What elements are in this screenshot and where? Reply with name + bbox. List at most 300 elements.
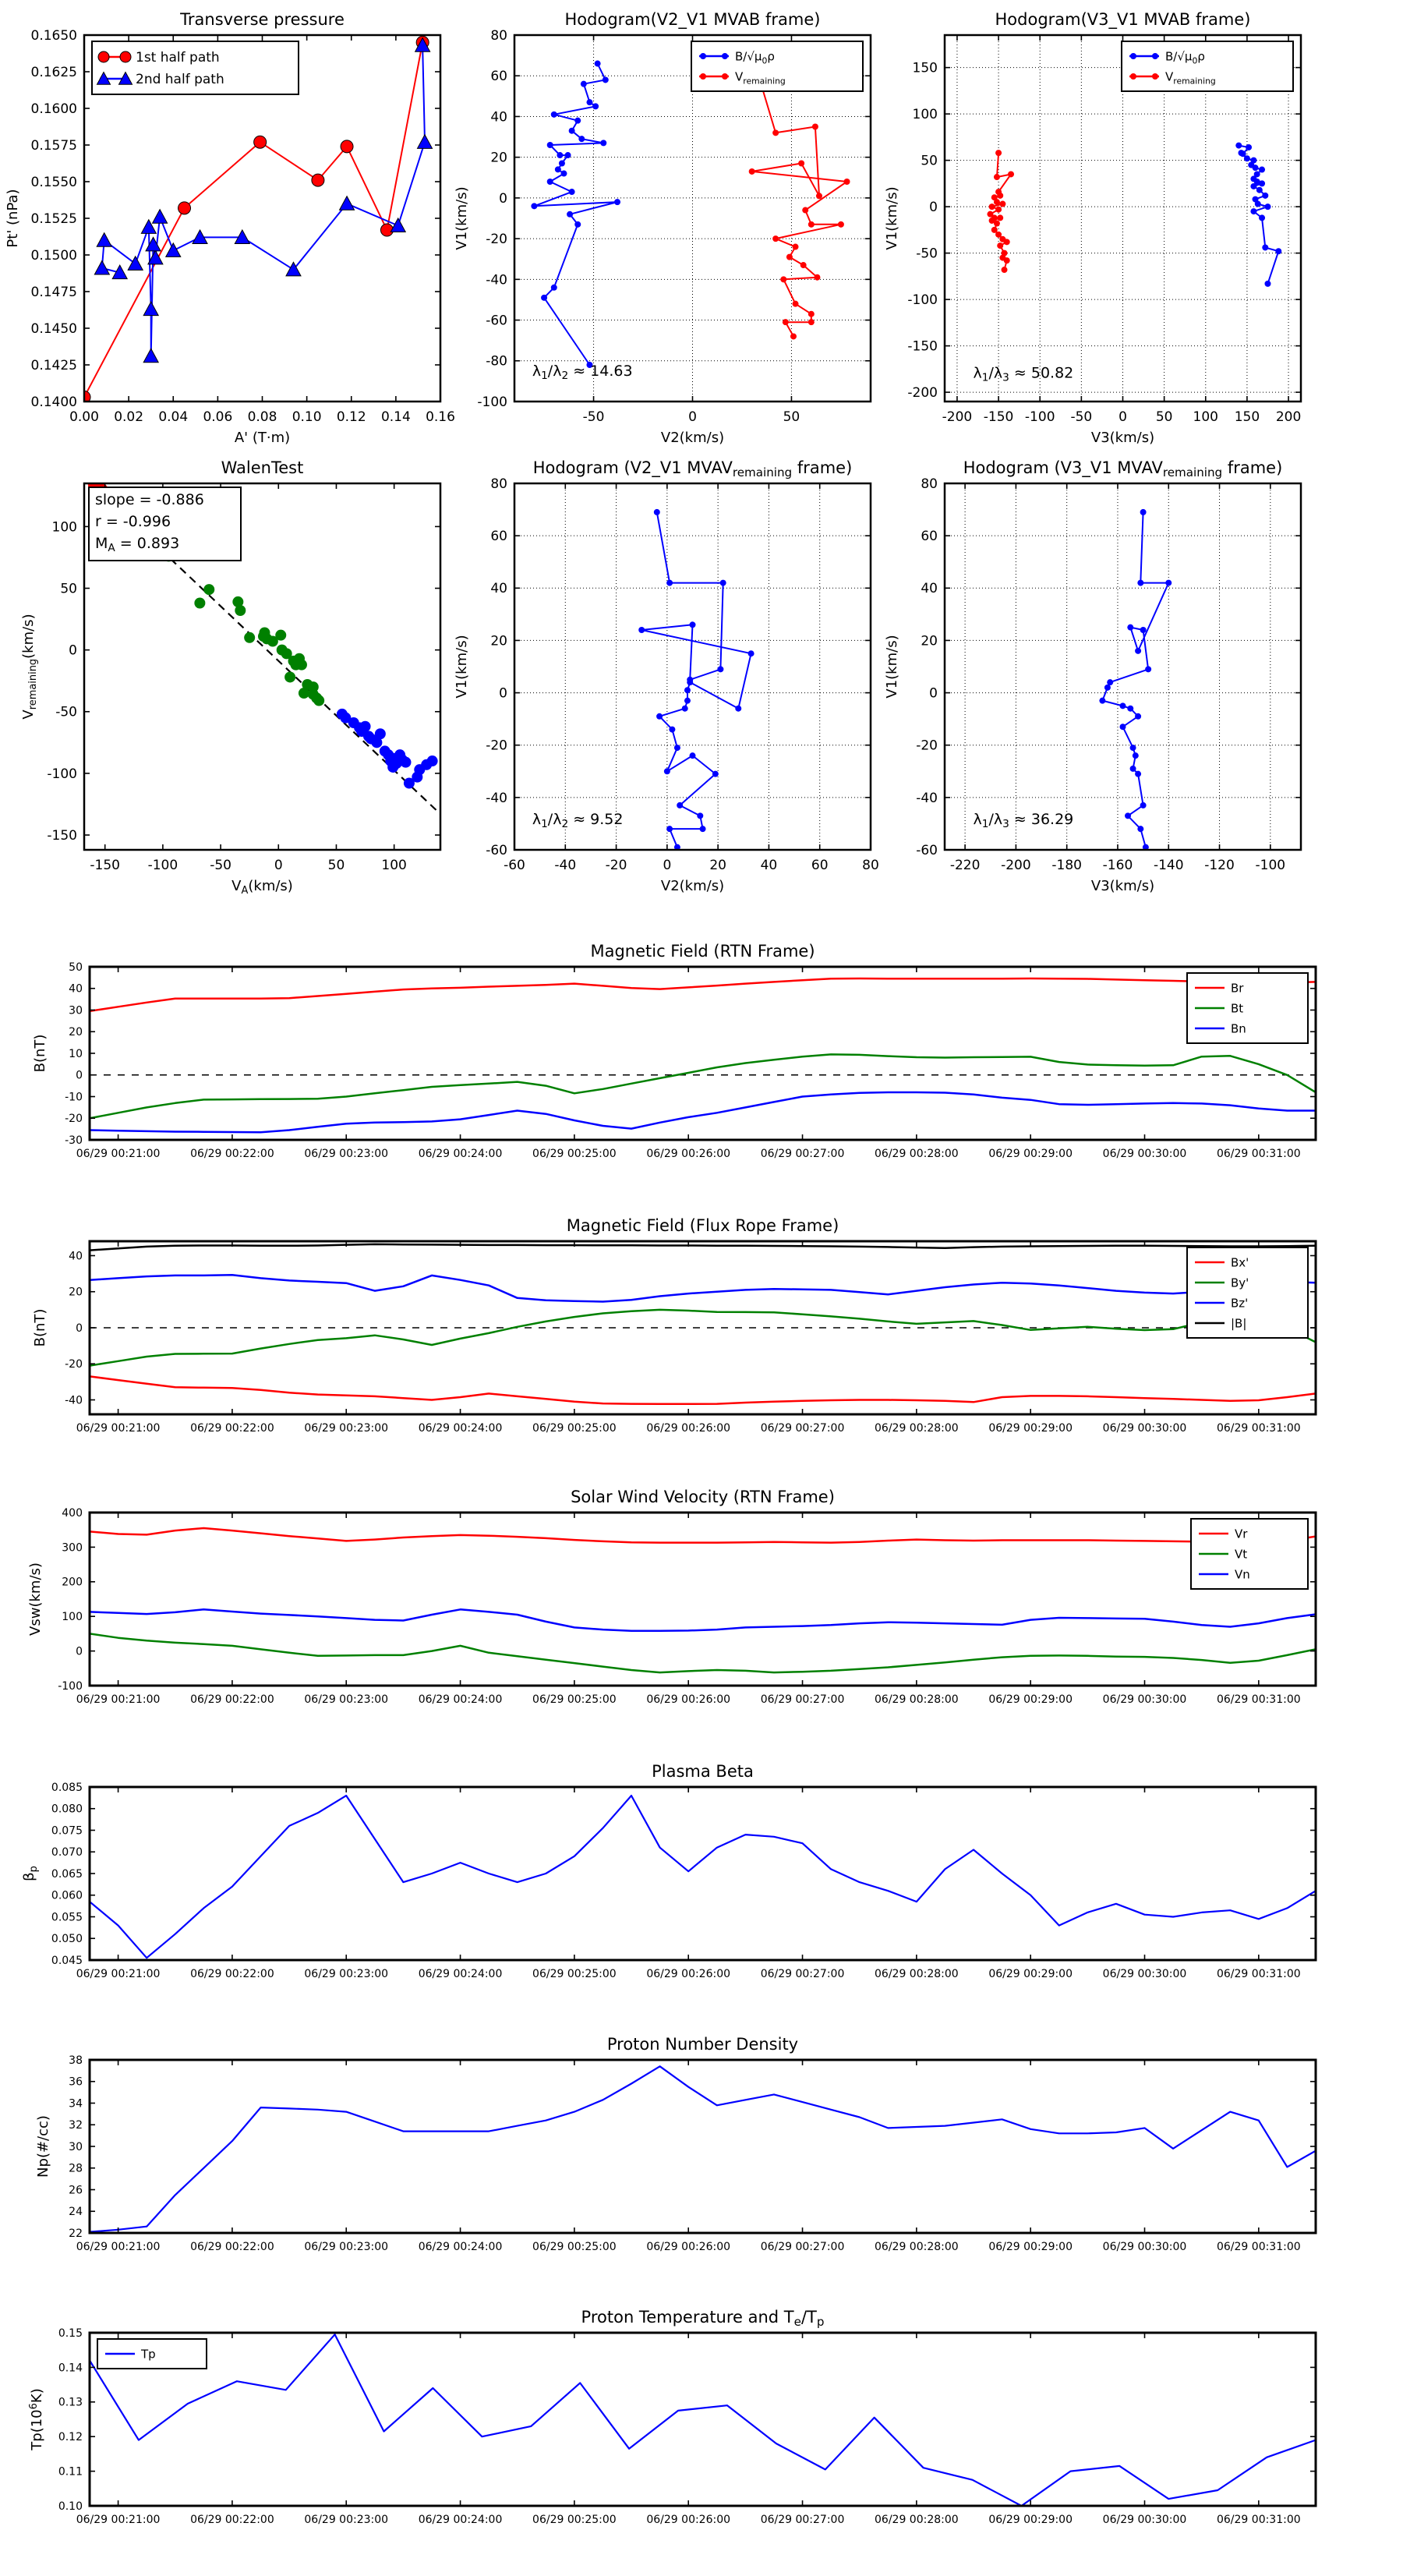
svg-text:06/29 00:24:00: 06/29 00:24:00 [418,1422,503,1435]
series-group [90,2334,1316,2506]
svg-text:06/29 00:31:00: 06/29 00:31:00 [1216,1148,1301,1160]
svg-text:06/29 00:30:00: 06/29 00:30:00 [1102,1148,1187,1160]
svg-text:06/29 00:21:00: 06/29 00:21:00 [76,1148,161,1160]
proton-temperature-chart [28,2308,1316,2526]
svg-text:0.1550: 0.1550 [30,174,77,190]
ticks [945,483,1301,850]
svg-text:0: 0 [69,642,77,659]
svg-text:32: 32 [69,2119,83,2132]
svg-text:60: 60 [811,858,829,873]
svg-text:22: 22 [69,2227,83,2240]
svg-text:0.04: 0.04 [158,409,189,425]
svg-text:06/29 00:26:00: 06/29 00:26:00 [646,1968,731,1980]
series-bx-prime [90,1376,1316,1403]
svg-text:06/29 00:27:00: 06/29 00:27:00 [760,1422,845,1435]
svg-text:06/29 00:25:00: 06/29 00:25:00 [532,1422,617,1435]
svg-text:06/29 00:21:00: 06/29 00:21:00 [76,1422,161,1435]
svg-text:0.00: 0.00 [69,409,99,425]
svg-text:-60: -60 [916,842,938,858]
series-group [90,1528,1316,1672]
svg-text:60: 60 [490,529,507,545]
svg-text:06/29 00:30:00: 06/29 00:30:00 [1102,1968,1187,1980]
svg-text:06/29 00:28:00: 06/29 00:28:00 [875,2514,959,2526]
svg-text:0.1500: 0.1500 [30,247,77,264]
svg-text:06/29 00:24:00: 06/29 00:24:00 [418,2514,503,2526]
svg-text:-40: -40 [65,1394,83,1407]
svg-text:100: 100 [51,519,77,536]
lambda-ratio-annotation: $\lambda_1/\lambda_2 \approx 9.52$ [532,811,624,831]
y-axis-label: $\beta_p$ [21,1866,40,1881]
svg-text:300: 300 [62,1541,83,1555]
svg-text:06/29 00:25:00: 06/29 00:25:00 [532,1968,617,1980]
svg-text:0.12: 0.12 [336,409,366,425]
svg-text:06/29 00:27:00: 06/29 00:27:00 [760,1148,845,1160]
legend-label: $V_{remaining}$ [735,69,786,87]
axes-frame [90,967,1316,1140]
tick-labels [51,1782,1301,1980]
series-bt [90,1054,1316,1118]
svg-text:06/29 00:21:00: 06/29 00:21:00 [76,2514,161,2526]
y-axis-label: Np(#/cc) [35,2115,51,2178]
svg-text:06/29 00:29:00: 06/29 00:29:00 [988,1968,1073,1980]
y-axis-label: Vsw(km/s) [27,1562,44,1636]
svg-text:06/29 00:28:00: 06/29 00:28:00 [875,1968,959,1980]
svg-text:200: 200 [1275,409,1302,425]
svg-text:40: 40 [921,581,938,597]
legend [1122,41,1293,91]
svg-text:06/29 00:22:00: 06/29 00:22:00 [190,1422,274,1435]
svg-text:0.1575: 0.1575 [30,137,77,154]
svg-text:150: 150 [912,60,938,76]
svg-text:0.10: 0.10 [58,2500,83,2513]
chart-title: Hodogram(V2_V1 MVAB frame) [564,10,821,29]
axes-frame [90,2060,1316,2233]
series-np [90,2066,1316,2231]
svg-text:-100: -100 [477,394,507,410]
chart-title: Plasma Beta [652,1762,754,1781]
legend-label: |B| [1231,1316,1247,1331]
svg-text:100: 100 [912,107,938,123]
svg-text:60: 60 [490,69,507,85]
legend-label: Tp [141,2347,156,2362]
walen-test-chart [20,458,440,897]
svg-text:0.1450: 0.1450 [30,320,77,337]
svg-text:0: 0 [499,685,507,702]
x-axis-label: A' (T·m) [234,430,291,446]
svg-text:20: 20 [490,633,507,649]
svg-text:0: 0 [1119,409,1127,425]
series-mid-cluster [163,550,324,706]
svg-text:r = -0.996: r = -0.996 [95,512,171,530]
svg-text:0.1525: 0.1525 [30,211,77,227]
series-b-hodogram [531,61,620,368]
svg-text:06/29 00:24:00: 06/29 00:24:00 [418,1148,503,1160]
series-v-hodogram [1099,509,1172,851]
series-group [987,143,1281,287]
y-axis-label: V1(km/s) [884,635,900,699]
svg-text:10: 10 [69,1047,83,1060]
legend [92,41,299,94]
chart-title: Proton Number Density [606,2035,799,2054]
svg-text:100: 100 [381,858,407,873]
series-group [638,509,754,851]
charts-root [5,10,1316,2526]
svg-text:06/29 00:23:00: 06/29 00:23:00 [304,1968,389,1980]
svg-text:-50: -50 [210,858,231,873]
svg-text:0: 0 [76,1069,83,1082]
svg-text:-200: -200 [942,409,973,425]
svg-text:80: 80 [490,476,507,492]
svg-text:slope = -0.886: slope = -0.886 [95,490,204,508]
tick-labels [58,1507,1300,1706]
series-bmag [90,1244,1316,1251]
svg-text:400: 400 [62,1506,83,1520]
legend-label: Vn [1235,1567,1250,1582]
svg-text:06/29 00:22:00: 06/29 00:22:00 [190,1148,274,1160]
svg-text:0.06: 0.06 [203,409,233,425]
svg-text:-150: -150 [90,858,121,873]
proton-number-density-chart [35,2035,1316,2253]
y-axis-label: V1(km/s) [454,186,470,250]
axes-frame [90,2333,1316,2506]
svg-text:-150: -150 [983,409,1014,425]
svg-text:0.11: 0.11 [58,2465,83,2479]
grid-lines [945,483,1301,850]
legend-label: Bt [1231,1001,1244,1016]
lambda-ratio-annotation: $\lambda_1/\lambda_3 \approx 36.29$ [973,811,1074,831]
svg-text:06/29 00:28:00: 06/29 00:28:00 [875,1693,959,1706]
svg-text:-50: -50 [55,704,77,720]
svg-text:-150: -150 [47,827,77,844]
svg-text:38: 38 [69,2054,83,2067]
svg-text:06/29 00:23:00: 06/29 00:23:00 [304,1148,389,1160]
svg-text:-40: -40 [916,790,938,806]
magnetic-field-rtn-chart [32,942,1316,1160]
svg-text:0.1475: 0.1475 [30,284,77,300]
svg-text:0: 0 [929,685,938,702]
svg-text:-220: -220 [949,858,981,873]
svg-text:-40: -40 [486,790,507,806]
svg-text:-160: -160 [1102,858,1133,873]
ticks [90,1787,1316,1960]
svg-text:200: 200 [62,1576,83,1589]
legend-label: $V_{remaining}$ [1165,69,1216,87]
svg-text:26: 26 [69,2184,83,2197]
svg-text:-50: -50 [1070,409,1093,425]
svg-text:-100: -100 [58,1679,83,1693]
lambda-ratio-annotation: $\lambda_1/\lambda_3 \approx 50.82$ [973,364,1074,384]
svg-text:30: 30 [69,2140,83,2153]
svg-text:06/29 00:25:00: 06/29 00:25:00 [532,2514,617,2526]
svg-text:20: 20 [709,858,726,873]
chart-title: Magnetic Field (RTN Frame) [590,942,815,961]
svg-text:06/29 00:30:00: 06/29 00:30:00 [1102,1422,1187,1435]
ticks [90,2333,1316,2506]
svg-text:06/29 00:27:00: 06/29 00:27:00 [760,2241,845,2253]
x-axis-label: V2(km/s) [660,878,725,894]
svg-text:06/29 00:21:00: 06/29 00:21:00 [76,1693,161,1706]
svg-text:-80: -80 [486,353,507,370]
legend-label: Bn [1231,1021,1246,1036]
svg-text:-60: -60 [486,313,507,329]
svg-text:06/29 00:23:00: 06/29 00:23:00 [304,2241,389,2253]
svg-text:20: 20 [69,1286,83,1299]
solar-wind-velocity-chart [27,1488,1316,1706]
svg-text:06/29 00:29:00: 06/29 00:29:00 [988,1148,1073,1160]
svg-text:06/29 00:29:00: 06/29 00:29:00 [988,1422,1073,1435]
svg-text:06/29 00:31:00: 06/29 00:31:00 [1216,1968,1301,1980]
legend [1187,1247,1308,1338]
svg-text:80: 80 [921,476,938,492]
y-axis-label: $V_{remaining}(km/s)$ [20,614,39,720]
svg-text:100: 100 [1193,409,1219,425]
svg-text:40: 40 [69,1250,83,1263]
svg-text:-20: -20 [65,1358,83,1371]
svg-text:0.1650: 0.1650 [30,27,77,44]
svg-text:06/29 00:25:00: 06/29 00:25:00 [532,1693,617,1706]
axes-frame [90,1513,1316,1686]
svg-text:0: 0 [76,1645,83,1658]
svg-text:06/29 00:31:00: 06/29 00:31:00 [1216,1693,1301,1706]
svg-text:06/29 00:27:00: 06/29 00:27:00 [760,2514,845,2526]
series-tp [90,2334,1316,2506]
svg-text:30: 30 [69,1004,83,1017]
svg-text:06/29 00:23:00: 06/29 00:23:00 [304,1693,389,1706]
svg-text:06/29 00:30:00: 06/29 00:30:00 [1102,2514,1187,2526]
svg-text:40: 40 [490,581,507,597]
svg-text:-20: -20 [486,232,507,248]
legend-label: 1st half path [136,50,220,66]
svg-text:-200: -200 [907,385,938,402]
svg-text:06/29 00:31:00: 06/29 00:31:00 [1216,2514,1301,2526]
legend-label: Vt [1235,1547,1248,1562]
series-group [90,978,1316,1132]
x-axis-label: $V_A(km/s)$ [231,878,293,897]
svg-text:06/29 00:23:00: 06/29 00:23:00 [304,1422,389,1435]
svg-text:-20: -20 [916,738,938,754]
svg-text:06/29 00:28:00: 06/29 00:28:00 [875,1422,959,1435]
svg-text:06/29 00:22:00: 06/29 00:22:00 [190,1968,274,1980]
svg-text:-200: -200 [1001,858,1031,873]
chart-title: Hodogram (V3_V1 MVAVremaining frame) [963,458,1283,479]
series-b-hodogram [1235,143,1281,287]
svg-text:06/29 00:21:00: 06/29 00:21:00 [76,1968,161,1980]
svg-text:-100: -100 [147,858,178,873]
svg-text:24: 24 [69,2206,83,2219]
series-beta-p [90,1796,1316,1958]
ticks [90,967,1316,1140]
svg-text:50: 50 [60,581,77,597]
svg-text:0.1600: 0.1600 [30,101,77,117]
svg-text:50: 50 [69,961,83,974]
svg-text:-120: -120 [1204,858,1235,873]
svg-text:0.14: 0.14 [58,2362,83,2375]
svg-text:0.1625: 0.1625 [30,64,77,80]
svg-text:0.1425: 0.1425 [30,357,77,373]
svg-text:80: 80 [490,27,507,44]
svg-text:0.1400: 0.1400 [30,394,77,410]
series-vn [90,1609,1316,1631]
svg-text:06/29 00:25:00: 06/29 00:25:00 [532,1148,617,1160]
hodogram-v2v1-mvab-chart [454,10,871,446]
svg-text:20: 20 [69,1026,83,1039]
series-vr [90,1528,1316,1543]
series-bz-prime [90,1275,1316,1301]
svg-text:06/29 00:26:00: 06/29 00:26:00 [646,1693,731,1706]
svg-text:06/29 00:28:00: 06/29 00:28:00 [875,2241,959,2253]
svg-text:-180: -180 [1051,858,1082,873]
svg-text:06/29 00:27:00: 06/29 00:27:00 [760,1693,845,1706]
svg-text:06/29 00:22:00: 06/29 00:22:00 [190,1693,274,1706]
axes-frame [945,483,1301,850]
svg-text:0.085: 0.085 [51,1781,83,1794]
chart-title: Proton Temperature and Te/Tp [581,2308,825,2329]
svg-text:06/29 00:28:00: 06/29 00:28:00 [875,1148,959,1160]
series-group [90,1796,1316,1958]
chart-title: Solar Wind Velocity (RTN Frame) [571,1488,835,1506]
tick-labels [65,961,1301,1160]
legend [1191,1519,1308,1589]
x-axis-label: V3(km/s) [1090,878,1155,894]
svg-text:150: 150 [1234,409,1260,425]
svg-text:-20: -20 [486,738,507,754]
svg-text:50: 50 [327,858,345,873]
svg-text:0.10: 0.10 [292,409,322,425]
legend-label: Vr [1235,1527,1248,1541]
svg-text:0.16: 0.16 [426,409,455,425]
svg-text:0: 0 [663,858,672,873]
series-group [1099,509,1172,851]
svg-text:0: 0 [274,858,283,873]
svg-text:06/29 00:27:00: 06/29 00:27:00 [760,1968,845,1980]
svg-text:0.060: 0.060 [51,1889,83,1902]
svg-text:06/29 00:21:00: 06/29 00:21:00 [76,2241,161,2253]
svg-text:06/29 00:26:00: 06/29 00:26:00 [646,1148,731,1160]
ticks [90,1513,1316,1686]
svg-text:0.14: 0.14 [380,409,411,425]
hodogram-v3v1-mvav-chart [884,458,1301,894]
svg-text:28: 28 [69,2162,83,2175]
svg-text:34: 34 [69,2097,83,2111]
svg-text:06/29 00:26:00: 06/29 00:26:00 [646,1422,731,1435]
svg-text:50: 50 [1155,409,1173,425]
lambda-ratio-annotation: $\lambda_1/\lambda_2 \approx 14.63$ [532,363,633,383]
svg-text:-140: -140 [1153,858,1184,873]
svg-text:0.065: 0.065 [51,1867,83,1881]
svg-text:06/29 00:30:00: 06/29 00:30:00 [1102,2241,1187,2253]
svg-text:20: 20 [490,150,507,166]
svg-text:06/29 00:22:00: 06/29 00:22:00 [190,2514,274,2526]
svg-text:06/29 00:29:00: 06/29 00:29:00 [988,1693,1073,1706]
y-axis-label: Pt' (nPa) [5,189,21,248]
tick-labels [47,519,406,873]
svg-text:06/29 00:31:00: 06/29 00:31:00 [1216,1422,1301,1435]
svg-text:0.15: 0.15 [58,2327,83,2340]
svg-text:40: 40 [69,982,83,996]
svg-text:-100: -100 [47,766,77,782]
svg-text:0.08: 0.08 [247,409,277,425]
svg-text:0.050: 0.050 [51,1933,83,1946]
svg-text:-150: -150 [907,338,938,355]
svg-text:0.070: 0.070 [51,1846,83,1859]
chart-title: WalenTest [221,458,304,477]
svg-text:06/29 00:24:00: 06/29 00:24:00 [418,1968,503,1980]
svg-text:06/29 00:23:00: 06/29 00:23:00 [304,2514,389,2526]
svg-text:06/29 00:22:00: 06/29 00:22:00 [190,2241,274,2253]
svg-text:06/29 00:24:00: 06/29 00:24:00 [418,1693,503,1706]
series-end-cluster [337,709,438,789]
svg-text:20: 20 [921,633,938,649]
svg-text:50: 50 [921,153,938,169]
series-group [90,1244,1316,1404]
svg-text:0: 0 [499,190,507,207]
x-axis-label: V3(km/s) [1090,430,1155,446]
svg-text:06/29 00:30:00: 06/29 00:30:00 [1102,1693,1187,1706]
svg-text:0.055: 0.055 [51,1911,83,1924]
legend-label: Bz' [1231,1296,1249,1311]
svg-text:MA​ = 0.893: $M_A = 0.893$ [95,534,180,554]
series-vt [90,1633,1316,1672]
svg-text:0.075: 0.075 [51,1824,83,1838]
transverse-pressure-chart [5,10,455,446]
svg-text:60: 60 [921,529,938,545]
series-v-hodogram [638,509,754,851]
svg-text:-10: -10 [65,1091,83,1104]
legend [691,41,863,91]
svg-text:40: 40 [760,858,778,873]
hodogram-v2v1-mvav-chart [454,458,879,894]
series-by-prime [90,1310,1316,1366]
legend [1187,973,1308,1043]
series-group [90,2066,1316,2231]
plasma-beta-chart [21,1762,1316,1980]
svg-text:40: 40 [490,109,507,126]
svg-text:-60: -60 [504,858,525,873]
y-axis-label: V1(km/s) [454,635,470,699]
y-axis-label: $Tp(10^6K)$ [28,2388,45,2450]
svg-text:0.080: 0.080 [51,1803,83,1816]
svg-text:0.045: 0.045 [51,1954,83,1967]
chart-title: Hodogram(V3_V1 MVAB frame) [995,10,1251,29]
series-group [531,61,850,368]
y-axis-label: B(nT) [32,1308,48,1347]
svg-text:-20: -20 [65,1113,83,1126]
svg-text:0.02: 0.02 [114,409,144,425]
svg-text:-40: -40 [486,272,507,288]
svg-text:-100: -100 [1024,409,1055,425]
svg-text:06/29 00:26:00: 06/29 00:26:00 [646,2241,731,2253]
svg-text:-20: -20 [605,858,627,873]
svg-text:0.13: 0.13 [58,2396,83,2409]
stats-annotation-box [89,487,241,561]
svg-text:0: 0 [688,409,697,425]
svg-text:80: 80 [862,858,879,873]
chart-title: Magnetic Field (Flux Rope Frame) [566,1216,839,1235]
svg-text:36: 36 [69,2075,83,2089]
svg-text:-40: -40 [554,858,577,873]
magnetic-field-flux-rope-chart [32,1216,1316,1435]
svg-text:100: 100 [62,1611,83,1624]
series-v-remaining [987,150,1014,273]
svg-text:0.12: 0.12 [58,2431,83,2444]
legend [97,2339,207,2369]
svg-text:-100: -100 [907,292,938,309]
svg-text:06/29 00:31:00: 06/29 00:31:00 [1216,2241,1301,2253]
series-br [90,978,1316,1011]
svg-text:-60: -60 [486,842,507,858]
legend-label: 2nd half path [136,72,224,88]
axes-frame [90,1787,1316,1960]
